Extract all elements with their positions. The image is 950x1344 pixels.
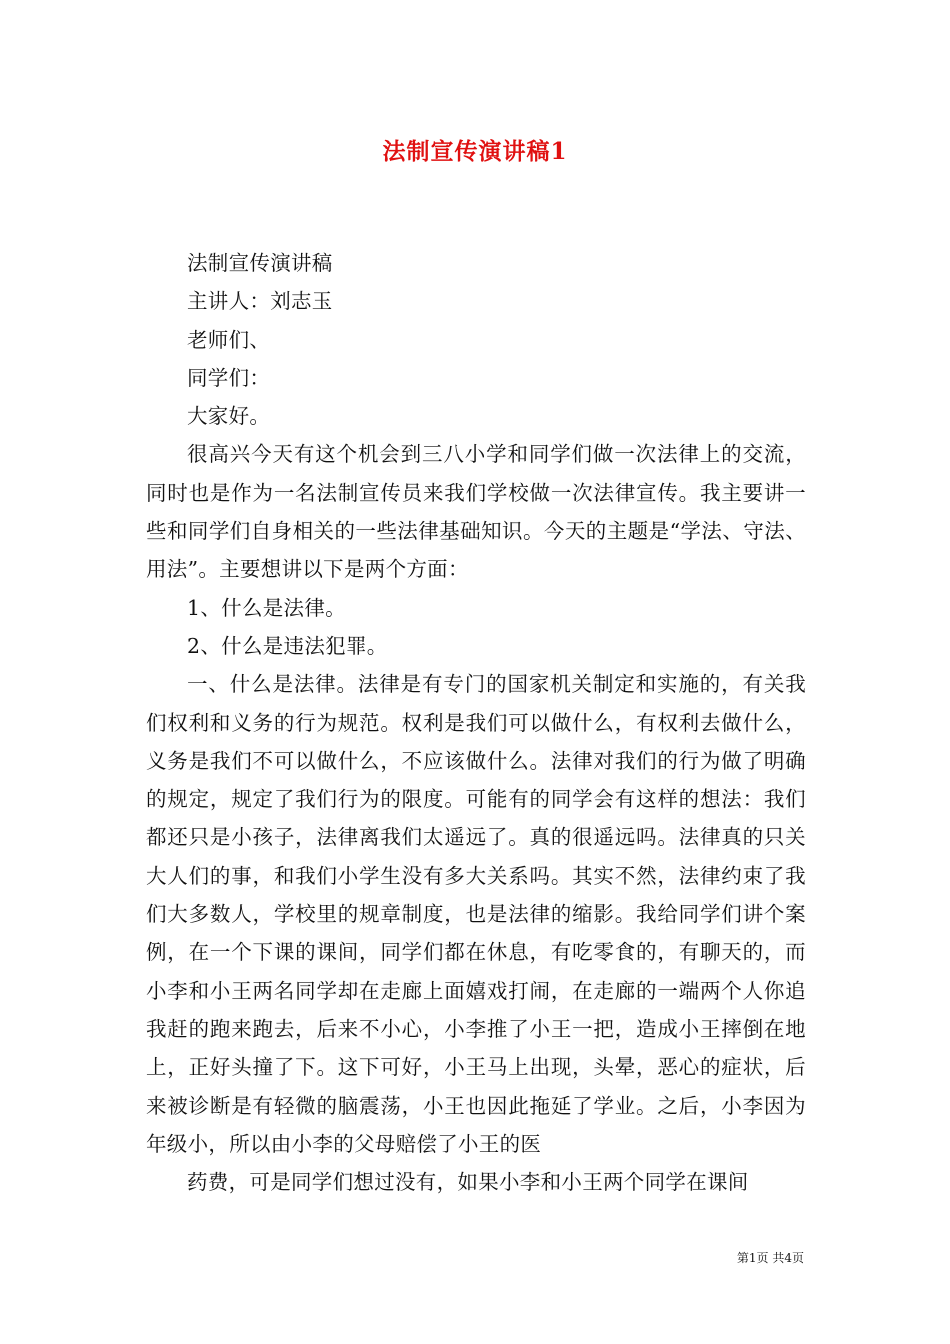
paragraph: 老师们、: [187, 327, 271, 352]
paragraph: 大家好。: [187, 404, 271, 429]
paragraph: 2、什么是违法犯罪。: [187, 633, 388, 658]
paragraph: 一、什么是法律。法律是有专门的国家机关制定和实施的，有关我们权利和义务的行为规范。权利是我们可以做什么，有权利去做什么，义务是我们不可以做什么，不应该做什么。法律对我们的行为做了明确的规定，规定了我们行为的限度。可能有的同学会有这样的想法：我们都还只是小孩子，法律离我们太遥远了。真的很遥远吗。法律真的只关大人们的事，和我们小学生没有多大关系吗。其实不然，法律约束了我们大多数人，学校里的规章制度，也是法律的缩影。我给同学们讲个案例，在一个下课的课间，同学们都在休息，有吃零食的，有聊天的，而小李和小王两名同学却在走廊上面嬉戏打闹，在走廊的一端两个人你追我赶的跑来跑去，后来不小心，小李推了小王一把，造成小王摔倒在地上，正好头撞了下。这下可好，小王马上出现，头晕，恶心的症状，后来被诊断是有轻微的脑震荡，小王也因此拖延了学业。之后，小李因为年级小，所以由小李的父母赔偿了小王的医: [146, 672, 806, 1156]
document-body: [146, 244, 806, 1201]
paragraph: 法制宣传演讲稿: [187, 251, 333, 275]
paragraph: 同学们：: [187, 365, 271, 390]
paragraph: 1、什么是法律。: [187, 595, 346, 620]
document-title: 法制宣传演讲稿1: [382, 138, 568, 165]
paragraph: 药费，可是同学们想过没有，如果小李和小王两个同学在课间: [187, 1170, 749, 1195]
paragraph: 主讲人：刘志玉: [187, 289, 333, 314]
page-footer: 第1页 共4页: [736, 1251, 804, 1265]
paragraph: 很高兴今天有这个机会到三八小学和同学们做一次法律上的交流，同时也是作为一名法制宣传员来我们学校做一次法律宣传。我主要讲一些和同学们自身相关的一些法律基础知识。今天的主题是“学法、守法、用法”。主要想讲以下是两个方面：: [146, 442, 806, 582]
